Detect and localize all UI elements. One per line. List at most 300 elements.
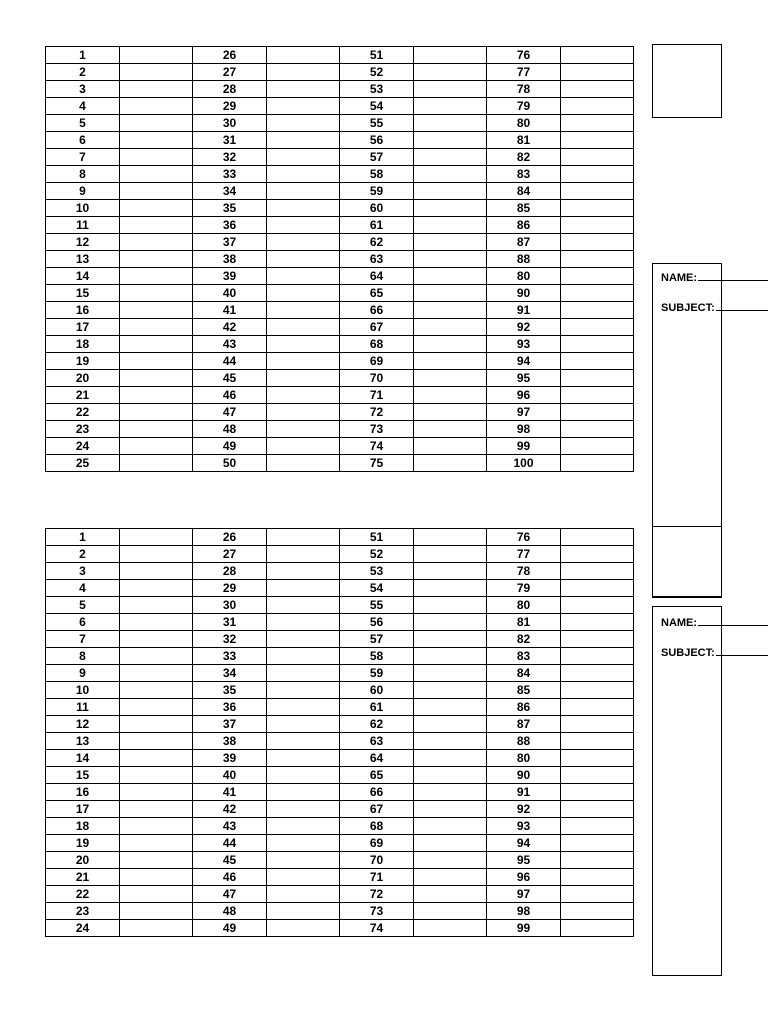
answer-cell[interactable] <box>414 421 487 438</box>
answer-cell[interactable] <box>267 285 340 302</box>
answer-cell[interactable] <box>561 614 634 631</box>
answer-cell[interactable] <box>561 64 634 81</box>
answer-cell[interactable] <box>267 387 340 404</box>
answer-cell[interactable] <box>414 183 487 200</box>
question-number: 38 <box>193 733 267 750</box>
answer-cell[interactable] <box>414 455 487 472</box>
answer-cell[interactable] <box>561 166 634 183</box>
name-label: NAME: <box>661 617 698 629</box>
answer-row <box>46 149 634 166</box>
answer-cell[interactable] <box>267 580 340 597</box>
answer-cell[interactable] <box>120 648 193 665</box>
answer-cell[interactable] <box>267 64 340 81</box>
answer-cell[interactable] <box>120 546 193 563</box>
answer-cell[interactable] <box>120 336 193 353</box>
answer-cell[interactable] <box>267 132 340 149</box>
question-number: 10 <box>46 200 120 217</box>
answer-cell[interactable] <box>561 818 634 835</box>
question-number: 3 <box>46 81 120 98</box>
answer-cell[interactable] <box>414 132 487 149</box>
question-number: 82 <box>487 631 561 648</box>
answer-cell[interactable] <box>414 886 487 903</box>
answer-cell[interactable] <box>414 217 487 234</box>
answer-cell[interactable] <box>561 631 634 648</box>
question-number: 97 <box>487 404 561 421</box>
answer-cell[interactable] <box>561 336 634 353</box>
answer-cell[interactable] <box>267 302 340 319</box>
answer-cell[interactable] <box>120 251 193 268</box>
answer-cell[interactable] <box>120 869 193 886</box>
question-number: 83 <box>487 166 561 183</box>
answer-row <box>46 784 634 801</box>
question-number: 70 <box>340 370 414 387</box>
answer-cell[interactable] <box>267 699 340 716</box>
answer-cell[interactable] <box>561 665 634 682</box>
answer-row <box>46 818 634 835</box>
answer-cell[interactable] <box>267 801 340 818</box>
answer-row <box>46 455 634 472</box>
answer-cell[interactable] <box>414 200 487 217</box>
answer-cell[interactable] <box>267 733 340 750</box>
subject-line[interactable] <box>716 645 768 656</box>
answer-cell[interactable] <box>120 217 193 234</box>
answer-cell[interactable] <box>267 818 340 835</box>
answer-cell[interactable] <box>561 580 634 597</box>
answer-cell[interactable] <box>561 682 634 699</box>
answer-cell[interactable] <box>120 438 193 455</box>
answer-cell[interactable] <box>414 665 487 682</box>
answer-cell[interactable] <box>414 353 487 370</box>
answer-cell[interactable] <box>561 716 634 733</box>
question-number: 48 <box>193 421 267 438</box>
question-number: 80 <box>487 268 561 285</box>
answer-cell[interactable] <box>120 801 193 818</box>
answer-cell[interactable] <box>414 869 487 886</box>
answer-cell[interactable] <box>414 285 487 302</box>
question-number: 81 <box>487 614 561 631</box>
subject-field-top[interactable] <box>661 300 768 314</box>
answer-cell[interactable] <box>267 319 340 336</box>
answer-cell[interactable] <box>561 132 634 149</box>
question-number: 49 <box>193 438 267 455</box>
answer-cell[interactable] <box>414 149 487 166</box>
answer-cell[interactable] <box>267 767 340 784</box>
answer-cell[interactable] <box>414 767 487 784</box>
question-number: 93 <box>487 336 561 353</box>
answer-cell[interactable] <box>120 81 193 98</box>
answer-cell[interactable] <box>561 563 634 580</box>
answer-cell[interactable] <box>120 421 193 438</box>
answer-cell[interactable] <box>561 353 634 370</box>
answer-cell[interactable] <box>414 648 487 665</box>
name-field-top[interactable] <box>661 270 768 284</box>
question-number: 45 <box>193 852 267 869</box>
answer-cell[interactable] <box>267 665 340 682</box>
answer-cell[interactable] <box>414 716 487 733</box>
answer-cell[interactable] <box>561 546 634 563</box>
answer-cell[interactable] <box>267 563 340 580</box>
answer-cell[interactable] <box>267 421 340 438</box>
answer-cell[interactable] <box>414 631 487 648</box>
answer-cell[interactable] <box>414 166 487 183</box>
answer-row <box>46 699 634 716</box>
answer-cell[interactable] <box>267 47 340 64</box>
answer-cell[interactable] <box>267 370 340 387</box>
question-number: 60 <box>340 200 414 217</box>
answer-cell[interactable] <box>561 869 634 886</box>
answer-cell[interactable] <box>561 302 634 319</box>
answer-cell[interactable] <box>120 302 193 319</box>
question-number: 9 <box>46 665 120 682</box>
name-line[interactable] <box>698 615 768 626</box>
answer-cell[interactable] <box>267 631 340 648</box>
answer-cell[interactable] <box>267 852 340 869</box>
question-number: 75 <box>340 455 414 472</box>
answer-cell[interactable] <box>561 285 634 302</box>
question-number: 91 <box>487 784 561 801</box>
answer-cell[interactable] <box>267 546 340 563</box>
question-number: 93 <box>487 818 561 835</box>
question-number: 85 <box>487 200 561 217</box>
answer-cell[interactable] <box>267 648 340 665</box>
answer-cell[interactable] <box>267 614 340 631</box>
question-number: 52 <box>340 546 414 563</box>
question-number: 66 <box>340 784 414 801</box>
question-number: 14 <box>46 750 120 767</box>
answer-cell[interactable] <box>267 336 340 353</box>
answer-cell[interactable] <box>120 580 193 597</box>
answer-cell[interactable] <box>561 234 634 251</box>
answer-cell[interactable] <box>561 149 634 166</box>
answer-cell[interactable] <box>120 614 193 631</box>
question-number: 23 <box>46 903 120 920</box>
answer-cell[interactable] <box>561 920 634 937</box>
answer-cell[interactable] <box>267 869 340 886</box>
answer-cell[interactable] <box>267 268 340 285</box>
answer-row <box>46 336 634 353</box>
name-label: NAME: <box>661 272 698 284</box>
answer-row <box>46 47 634 64</box>
question-number: 43 <box>193 336 267 353</box>
question-number: 12 <box>46 716 120 733</box>
answer-cell[interactable] <box>561 903 634 920</box>
question-number: 34 <box>193 665 267 682</box>
answer-cell[interactable] <box>267 217 340 234</box>
question-number: 88 <box>487 251 561 268</box>
answer-cell[interactable] <box>414 852 487 869</box>
answer-cell[interactable] <box>561 438 634 455</box>
answer-cell[interactable] <box>267 81 340 98</box>
answer-cell[interactable] <box>414 920 487 937</box>
question-number: 85 <box>487 682 561 699</box>
answer-cell[interactable] <box>414 563 487 580</box>
question-number: 86 <box>487 217 561 234</box>
answer-cell[interactable] <box>267 597 340 614</box>
question-number: 27 <box>193 64 267 81</box>
answer-cell[interactable] <box>120 920 193 937</box>
answer-row <box>46 869 634 886</box>
answer-cell[interactable] <box>267 200 340 217</box>
answer-cell[interactable] <box>561 648 634 665</box>
question-number: 23 <box>46 421 120 438</box>
question-number: 62 <box>340 234 414 251</box>
answer-cell[interactable] <box>120 750 193 767</box>
answer-cell[interactable] <box>120 852 193 869</box>
question-number: 74 <box>340 438 414 455</box>
answer-cell[interactable] <box>561 886 634 903</box>
answer-cell[interactable] <box>561 421 634 438</box>
answer-cell[interactable] <box>414 597 487 614</box>
answer-cell[interactable] <box>561 47 634 64</box>
answer-cell[interactable] <box>267 234 340 251</box>
answer-cell[interactable] <box>414 268 487 285</box>
answer-cell[interactable] <box>120 818 193 835</box>
answer-cell[interactable] <box>414 580 487 597</box>
answer-cell[interactable] <box>267 903 340 920</box>
question-number: 36 <box>193 699 267 716</box>
name-line[interactable] <box>698 270 768 281</box>
answer-row <box>46 546 634 563</box>
question-number: 31 <box>193 132 267 149</box>
answer-cell[interactable] <box>267 183 340 200</box>
answer-cell[interactable] <box>120 529 193 546</box>
answer-cell[interactable] <box>120 285 193 302</box>
answer-cell[interactable] <box>561 81 634 98</box>
answer-cell[interactable] <box>414 319 487 336</box>
question-number: 7 <box>46 631 120 648</box>
question-number: 34 <box>193 183 267 200</box>
answer-cell[interactable] <box>120 234 193 251</box>
question-number: 54 <box>340 580 414 597</box>
question-number: 5 <box>46 597 120 614</box>
answer-cell[interactable] <box>414 370 487 387</box>
question-number: 6 <box>46 614 120 631</box>
answer-cell[interactable] <box>120 835 193 852</box>
answer-cell[interactable] <box>414 336 487 353</box>
subject-label: SUBJECT: <box>661 647 715 659</box>
answer-cell[interactable] <box>561 115 634 132</box>
answer-cell[interactable] <box>561 733 634 750</box>
question-number: 43 <box>193 818 267 835</box>
question-number: 30 <box>193 597 267 614</box>
question-number: 80 <box>487 750 561 767</box>
answer-cell[interactable] <box>561 801 634 818</box>
answer-cell[interactable] <box>561 200 634 217</box>
answer-cell[interactable] <box>561 217 634 234</box>
answer-cell[interactable] <box>414 801 487 818</box>
answer-cell[interactable] <box>414 64 487 81</box>
question-number: 29 <box>193 98 267 115</box>
question-number: 66 <box>340 302 414 319</box>
answer-cell[interactable] <box>414 699 487 716</box>
question-number: 94 <box>487 835 561 852</box>
answer-cell[interactable] <box>267 115 340 132</box>
question-number: 68 <box>340 336 414 353</box>
answer-cell[interactable] <box>120 64 193 81</box>
answer-cell[interactable] <box>120 665 193 682</box>
answer-cell[interactable] <box>267 455 340 472</box>
answer-cell[interactable] <box>120 353 193 370</box>
answer-cell[interactable] <box>561 98 634 115</box>
question-number: 26 <box>193 529 267 546</box>
answer-row <box>46 852 634 869</box>
answer-cell[interactable] <box>414 115 487 132</box>
answer-cell[interactable] <box>267 251 340 268</box>
answer-cell[interactable] <box>120 98 193 115</box>
answer-cell[interactable] <box>267 920 340 937</box>
answer-cell[interactable] <box>561 455 634 472</box>
question-number: 28 <box>193 563 267 580</box>
question-number: 29 <box>193 580 267 597</box>
answer-cell[interactable] <box>561 319 634 336</box>
question-number: 20 <box>46 370 120 387</box>
answer-cell[interactable] <box>561 183 634 200</box>
answer-cell[interactable] <box>561 784 634 801</box>
answer-row <box>46 387 634 404</box>
answer-cell[interactable] <box>267 716 340 733</box>
answer-cell[interactable] <box>267 98 340 115</box>
answer-cell[interactable] <box>120 149 193 166</box>
answer-cell[interactable] <box>267 682 340 699</box>
answer-cell[interactable] <box>267 835 340 852</box>
answer-cell[interactable] <box>120 631 193 648</box>
answer-cell[interactable] <box>120 166 193 183</box>
question-number: 67 <box>340 319 414 336</box>
question-number: 58 <box>340 648 414 665</box>
answer-row <box>46 64 634 81</box>
answer-cell[interactable] <box>414 47 487 64</box>
question-number: 1 <box>46 47 120 64</box>
answer-cell[interactable] <box>120 733 193 750</box>
answer-cell[interactable] <box>561 529 634 546</box>
answer-cell[interactable] <box>561 699 634 716</box>
answer-cell[interactable] <box>120 455 193 472</box>
answer-cell[interactable] <box>414 818 487 835</box>
answer-cell[interactable] <box>414 546 487 563</box>
answer-cell[interactable] <box>120 767 193 784</box>
answer-cell[interactable] <box>267 166 340 183</box>
answer-cell[interactable] <box>120 319 193 336</box>
question-number: 53 <box>340 81 414 98</box>
answer-cell[interactable] <box>414 733 487 750</box>
answer-cell[interactable] <box>120 597 193 614</box>
answer-cell[interactable] <box>414 302 487 319</box>
answer-cell[interactable] <box>120 115 193 132</box>
answer-cell[interactable] <box>120 563 193 580</box>
question-number: 17 <box>46 801 120 818</box>
answer-cell[interactable] <box>414 98 487 115</box>
question-number: 51 <box>340 529 414 546</box>
answer-cell[interactable] <box>414 404 487 421</box>
answer-cell[interactable] <box>120 387 193 404</box>
question-number: 15 <box>46 285 120 302</box>
question-number: 94 <box>487 353 561 370</box>
name-field-bottom[interactable] <box>661 615 768 629</box>
question-number: 57 <box>340 149 414 166</box>
answer-cell[interactable] <box>120 132 193 149</box>
answer-cell[interactable] <box>267 404 340 421</box>
answer-cell[interactable] <box>267 750 340 767</box>
answer-cell[interactable] <box>120 47 193 64</box>
answer-cell[interactable] <box>267 529 340 546</box>
subject-line[interactable] <box>716 300 768 311</box>
answer-cell[interactable] <box>414 529 487 546</box>
answer-row <box>46 920 634 937</box>
answer-cell[interactable] <box>267 353 340 370</box>
question-number: 62 <box>340 716 414 733</box>
question-number: 68 <box>340 818 414 835</box>
question-number: 32 <box>193 149 267 166</box>
answer-cell[interactable] <box>561 597 634 614</box>
answer-row <box>46 81 634 98</box>
answer-cell[interactable] <box>561 835 634 852</box>
answer-cell[interactable] <box>120 200 193 217</box>
answer-cell[interactable] <box>120 699 193 716</box>
answer-cell[interactable] <box>120 370 193 387</box>
answer-cell[interactable] <box>414 835 487 852</box>
answer-cell[interactable] <box>561 767 634 784</box>
answer-cell[interactable] <box>267 886 340 903</box>
answer-cell[interactable] <box>267 438 340 455</box>
subject-field-bottom[interactable] <box>661 645 768 659</box>
answer-cell[interactable] <box>414 750 487 767</box>
answer-cell[interactable] <box>414 387 487 404</box>
answer-cell[interactable] <box>120 886 193 903</box>
answer-cell[interactable] <box>561 251 634 268</box>
answer-row <box>46 682 634 699</box>
answer-cell[interactable] <box>561 404 634 421</box>
answer-cell[interactable] <box>561 852 634 869</box>
answer-cell[interactable] <box>120 903 193 920</box>
question-number: 41 <box>193 784 267 801</box>
answer-cell[interactable] <box>414 234 487 251</box>
answer-row <box>46 115 634 132</box>
answer-row <box>46 132 634 149</box>
question-number: 63 <box>340 733 414 750</box>
question-number: 80 <box>487 115 561 132</box>
answer-cell[interactable] <box>120 682 193 699</box>
answer-cell[interactable] <box>414 614 487 631</box>
answer-cell[interactable] <box>120 716 193 733</box>
answer-cell[interactable] <box>120 183 193 200</box>
question-number: 71 <box>340 387 414 404</box>
answer-row <box>46 580 634 597</box>
answer-cell[interactable] <box>267 149 340 166</box>
cut-strip <box>652 526 722 598</box>
answer-cell[interactable] <box>561 750 634 767</box>
answer-cell[interactable] <box>414 81 487 98</box>
question-number: 82 <box>487 149 561 166</box>
question-number: 51 <box>340 47 414 64</box>
answer-cell[interactable] <box>561 268 634 285</box>
answer-cell[interactable] <box>414 784 487 801</box>
answer-cell[interactable] <box>414 251 487 268</box>
answer-cell[interactable] <box>561 387 634 404</box>
question-number: 67 <box>340 801 414 818</box>
answer-cell[interactable] <box>120 784 193 801</box>
question-number: 40 <box>193 285 267 302</box>
answer-cell[interactable] <box>414 682 487 699</box>
question-number: 76 <box>487 529 561 546</box>
answer-cell[interactable] <box>414 903 487 920</box>
answer-cell[interactable] <box>414 438 487 455</box>
answer-cell[interactable] <box>561 370 634 387</box>
answer-cell[interactable] <box>120 404 193 421</box>
answer-cell[interactable] <box>267 784 340 801</box>
answer-cell[interactable] <box>120 268 193 285</box>
question-number: 53 <box>340 563 414 580</box>
question-number: 35 <box>193 200 267 217</box>
